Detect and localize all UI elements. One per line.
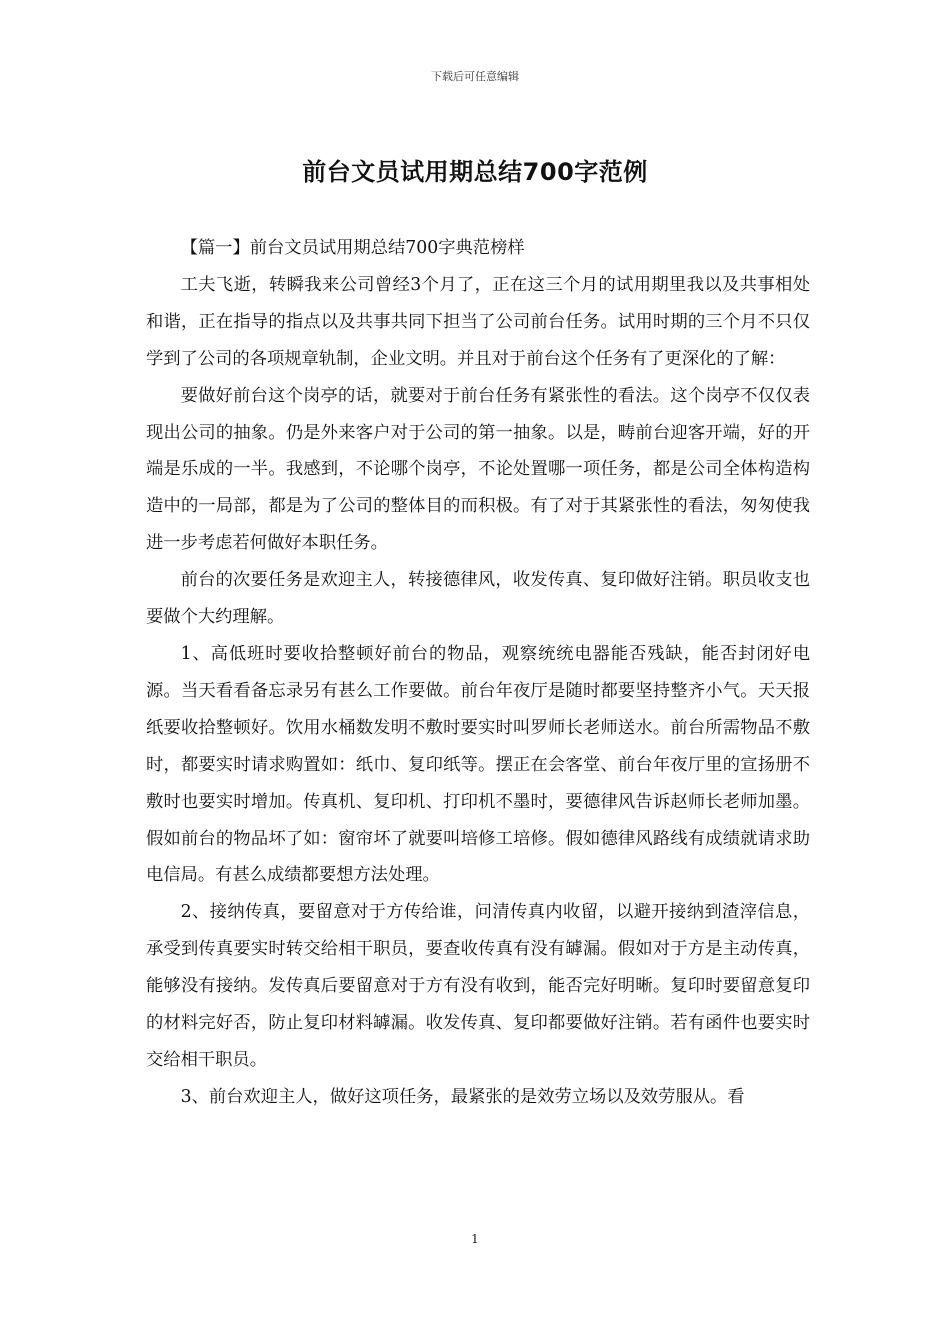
section-heading: 【篇一】前台文员试用期总结700字典范榜样 <box>180 238 525 258</box>
paragraph-item-2: 2、接纳传真，要留意对于方传给谁，问清传真内收留，以避开接纳到渣滓信息，承受到传真要实时转交给相干职员，要查收传真有没有罅漏。假如对于方是主动传真，能够没有接纳。发传真后要留意对于方有没有收到，能否完好明晰。复印时要留意复印的材料完好否，防止复印材料罅漏。收发传真、复印都要做好注销。若有函件也要实时交给相干职员。 <box>146 902 810 1070</box>
paragraph-item-3: 3、前台欢迎主人，做好这项任务，最紧张的是效劳立场以及效劳服从。看 <box>180 1086 745 1107</box>
paragraph-main-duties: 前台的次要任务是欢迎主人，转接德律风，收发传真、复印做好注销。职员收支也要做个大约理解。 <box>146 570 810 628</box>
document-body <box>146 230 810 1116</box>
document-title: 前台文员试用期总结700字范例 <box>302 158 648 186</box>
paragraph-intro: 工夫飞逝，转瞬我来公司曾经3个月了，正在这三个月的试用期里我以及共事相处和谐，正在指导的指点以及共事共同下担当了公司前台任务。试用时期的三个月不只仅学到了公司的各项规章轨制，企业文明。并且对于前台这个任务有了更深化的了解： <box>146 274 810 369</box>
paragraph-importance: 要做好前台这个岗亭的话，就要对于前台任务有紧张性的看法。这个岗亭不仅仅表现出公司的抽象。仍是外来客户对于公司的第一抽象。以是，畴前台迎客开端，好的开端是乐成的一半。我感到，不论哪个岗亭，不论处置哪一项任务，都是公司全体构造构造中的一局部，都是为了公司的整体目的而积极。有了对于其紧张性的看法，匆匆使我进一步考虑若何做好本职任务。 <box>146 385 810 554</box>
paragraph-item-1: 1、高低班时要收拾整顿好前台的物品，观察统统电器能否残缺，能否封闭好电源。当天看看备忘录另有甚么工作要做。前台年夜厅是随时都要坚持整齐小气。天天报纸要收拾整顿好。饮用水桶数发明不敷时要实时叫罗师长老师送水。前台所需物品不敷时，都要实时请求购置如：纸巾、复印纸等。摆正在会客堂、前台年夜厅里的宣扬册不敷时也要实时增加。传真机、复印机、打印机不墨时，要德律风告诉赵师长老师加墨。假如前台的物品坏了如：窗帘坏了就要叫培修工培修。假如德律风路线有成绩就请求助电信局。有甚么成绩都要想方法处理。 <box>146 643 810 886</box>
page-number: 1 <box>471 1232 479 1246</box>
header-note: 下载后可任意编辑 <box>431 70 519 83</box>
